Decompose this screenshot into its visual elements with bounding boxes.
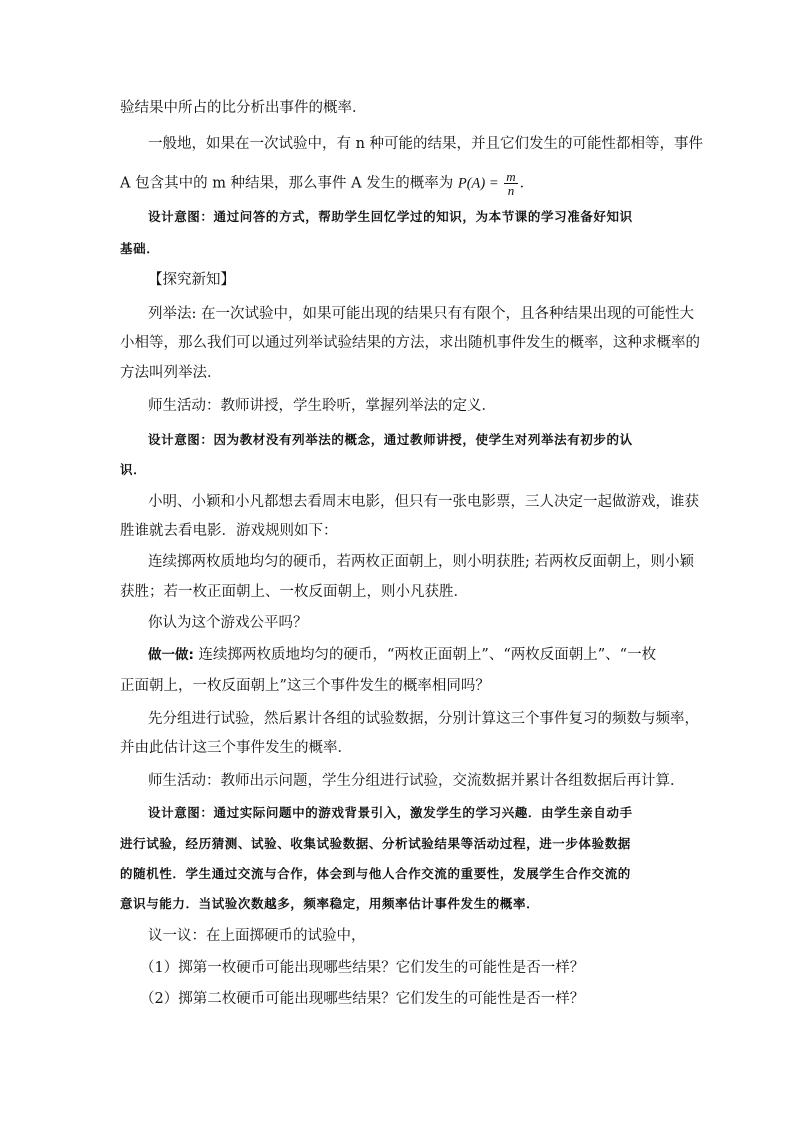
paragraph-text: 连续掷两枚质地均匀的硬币，“两枚正面朝上”、“两枚反面朝上”、“一枚 — [193, 647, 657, 663]
try-it-label: 做一做: — [148, 647, 194, 663]
activity-line: 师生活动：教师讲授，学生聆听，掌握列举法的定义． — [148, 398, 496, 414]
fraction-numerator: m — [506, 169, 516, 184]
design-intent-line: 设计意图：因为教材没有列举法的概念，通过教师讲授，使学生对列举法有初步的认 — [148, 432, 633, 447]
activity-line: 师生活动：教师出示问题，学生分组进行试验，交流数据并累计各组数据后再计算． — [148, 773, 685, 789]
design-intent-line: 基础． — [120, 241, 160, 256]
discussion-question: （2）掷第二枚硬币可能出现哪些结果？它们发生的可能性是否一样？ — [140, 991, 585, 1007]
design-intent-line: 意识与能力．当试验次数越多，频率稳定，用频率估计事件发生的概率． — [120, 896, 540, 911]
section-heading: 【探究新知】 — [148, 272, 235, 288]
design-intent-line: 设计意图：通过实际问题中的游戏背景引入，激发学生的学习兴趣．由学生亲自动手 — [148, 805, 633, 820]
try-it-line — [148, 645, 656, 665]
paragraph-line: 获胜；若一枚正面朝上、一枚反面朝上，则小凡获胜． — [120, 584, 468, 600]
paragraph-line: 验结果中所占的比分析出事件的概率． — [120, 100, 367, 116]
discussion-intro: 议一议：在上面掷硬币的试验中， — [148, 928, 366, 944]
formula-lhs: P(A) = — [457, 175, 503, 192]
design-intent-line: 识． — [120, 462, 147, 477]
paragraph-line: 一般地，如果在一次试验中，有 n 种可能的结果，并且它们发生的可能性都相等，事件 — [148, 136, 704, 152]
fraction — [504, 170, 517, 197]
discussion-question: （1）掷第一枚硬币可能出现哪些结果？它们发生的可能性是否一样？ — [140, 960, 585, 976]
paragraph-line: 正面朝上，一枚反面朝上”这三个事件发生的概率相同吗？ — [120, 678, 490, 694]
design-intent-line: 设计意图：通过问答的方式，帮助学生回忆学过的知识，为本节课的学习准备好知识 — [148, 209, 633, 224]
design-intent-line: 的随机性．学生通过交流与合作，体会到与他人合作交流的重要性，发展学生合作交流的 — [120, 866, 631, 881]
paragraph-line: 小相等，那么我们可以通过列举试验结果的方法，求出随机事件发生的概率，这种求概率的 — [120, 335, 700, 351]
fraction-denominator: n — [507, 183, 515, 198]
paragraph-line: 连续掷两枚质地均匀的硬币，若两枚正面朝上，则小明获胜; 若两枚反面朝上，则小颖 — [148, 554, 694, 570]
paragraph-text: ． — [519, 175, 535, 192]
paragraph-line: 方法叫列举法． — [120, 365, 222, 381]
paragraph-line: 并由此估计这三个事件发生的概率． — [120, 740, 352, 756]
question-line: 你认为这个游戏公平吗？ — [148, 615, 308, 631]
design-intent-line: 进行试验，经历猜测、试验、收集试验数据、分析试验结果等活动过程，进一步体验数据 — [120, 836, 631, 851]
paragraph-line: 小明、小颖和小凡都想去看周末电影，但只有一张电影票，三人决定一起做游戏，谁获 — [148, 494, 699, 510]
paragraph-line: 列举法: 在一次试验中，如果可能出现的结果只有有限个，且各种结果出现的可能性大 — [148, 306, 694, 322]
formula-line — [120, 170, 534, 197]
paragraph-line: 胜谁就去看电影．游戏规则如下： — [120, 523, 338, 539]
paragraph-line: 先分组进行试验，然后累计各组的试验数据，分别计算这三个事件复习的频数与频率， — [148, 711, 699, 727]
paragraph-text: A 包含其中的 m 种结果，那么事件 A 发生的概率为 — [120, 175, 458, 192]
